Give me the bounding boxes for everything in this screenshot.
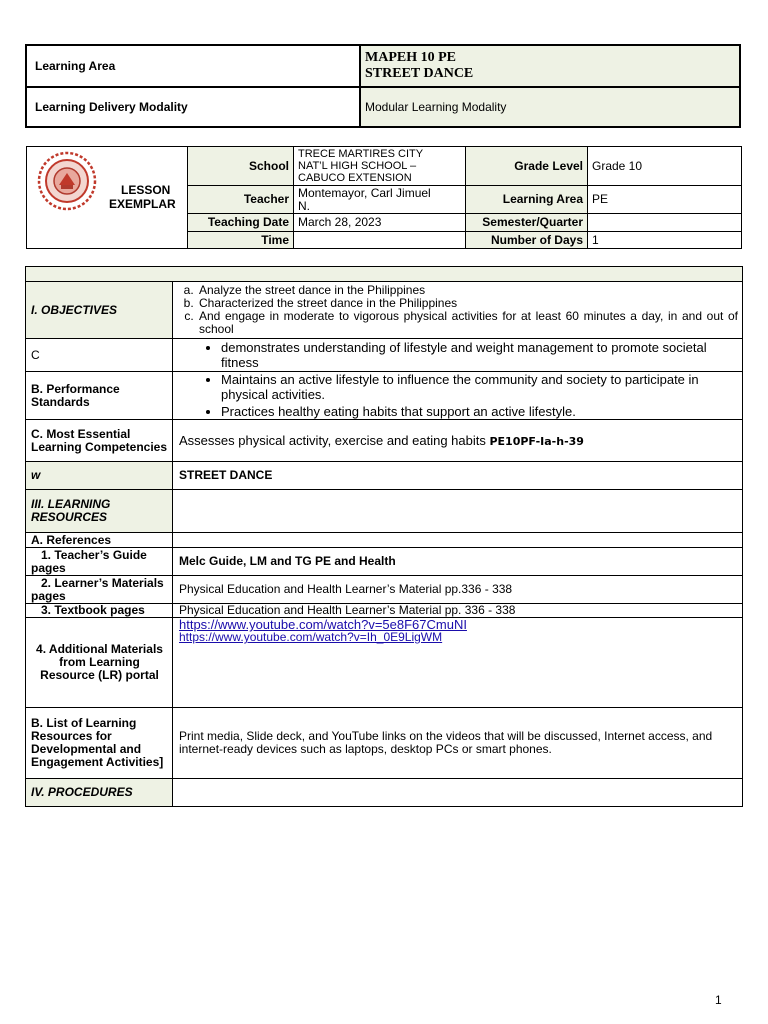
subject-line1: MAPEH 10 PE xyxy=(365,50,456,65)
list-label: B. List of Learning Resources for Developmental and Engagement Activities] xyxy=(26,708,173,779)
performance-cell xyxy=(173,372,743,420)
performance-item: • Maintains an active lifestyle to influence the community and society to participate in physical activities. xyxy=(221,372,738,402)
references-cell xyxy=(173,533,743,548)
melc-code: PE10PF-Ia-h-39 xyxy=(489,434,584,448)
grade-value: Grade 10 xyxy=(588,147,742,186)
content-value: STREET DANCE xyxy=(173,462,743,490)
references-label: A. References xyxy=(26,533,173,548)
additional-cell xyxy=(173,618,743,708)
objective-item: c. And engage in moderate to vigorous physical activities for at least 60 minutes a day, in and out of school xyxy=(197,310,738,336)
header-band xyxy=(26,267,743,282)
procedures-cell xyxy=(173,779,743,807)
melc-cell xyxy=(173,420,743,462)
performance-item: • Practices healthy eating habits that support an active lifestyle. xyxy=(221,404,738,419)
school-label: School xyxy=(188,147,294,186)
objective-item: b. Characterized the street dance in the Philippines xyxy=(197,297,738,310)
school-value: TRECE MARTIRES CITY NAT’L HIGH SCHOOL – CABUCO EXTENSION xyxy=(294,147,466,186)
modality-label: Learning Delivery Modality xyxy=(26,87,360,127)
grade-label: Grade Level xyxy=(466,147,588,186)
days-value: 1 xyxy=(588,232,742,249)
date-label: Teaching Date xyxy=(188,214,294,232)
semester-label: Semester/Quarter xyxy=(466,214,588,232)
days-label: Number of Days xyxy=(466,232,588,249)
additional-label: 4. Additional Materials from Learning Resource (LR) portal xyxy=(26,618,173,708)
subject-cell xyxy=(360,45,740,87)
lesson-title: LESSON EXEMPLAR xyxy=(109,183,176,211)
melc-label: C. Most Essential Learning Competencies xyxy=(26,420,173,462)
tg-value: Melc Guide, LM and TG PE and Health xyxy=(173,548,743,576)
teacher-label: Teacher xyxy=(188,186,294,214)
modality-value: Modular Learning Modality xyxy=(360,87,740,127)
deped-seal-icon xyxy=(37,151,97,211)
date-value: March 28, 2023 xyxy=(294,214,466,232)
performance-label: B. Performance Standards xyxy=(26,372,173,420)
procedures-label: IV. PROCEDURES xyxy=(26,779,173,807)
content-label: w xyxy=(26,462,173,490)
tb-label: 3. Textbook pages xyxy=(26,604,173,618)
info-table xyxy=(26,146,742,249)
objectives-list xyxy=(177,284,738,336)
objectives-cell xyxy=(173,282,743,339)
tg-label: 1. Teacher’s Guide pages xyxy=(26,548,173,576)
subject-line2: STREET DANCE xyxy=(365,66,474,81)
teacher-value: Montemayor, Carl Jimuel N. xyxy=(294,186,466,214)
lm-label: 2. Learner’s Materials pages xyxy=(26,576,173,604)
tb-value: Physical Education and Health Learner’s Material pp. 336 - 338 xyxy=(173,604,743,618)
plan-table xyxy=(25,266,743,807)
learning-area-label: Learning Area xyxy=(26,45,360,87)
objective-item: a. Analyze the street dance in the Philippines xyxy=(197,284,738,297)
content-standard-item: • demonstrates understanding of lifestyle and weight management to promote societal fitness xyxy=(221,340,738,370)
youtube-link-2[interactable]: https://www.youtube.com/watch?v=Ih_0E9LigWM xyxy=(179,630,443,644)
resources-cell xyxy=(173,490,743,533)
content-standard-label: C xyxy=(26,339,173,372)
lm-value: Physical Education and Health Learner’s Material pp.336 - 338 xyxy=(173,576,743,604)
area-value: PE xyxy=(588,186,742,214)
area-label: Learning Area xyxy=(466,186,588,214)
content-standard-cell xyxy=(173,339,743,372)
time-label: Time xyxy=(188,232,294,249)
resources-label: III. LEARNING RESOURCES xyxy=(26,490,173,533)
header-table xyxy=(25,44,741,128)
time-value xyxy=(294,232,466,249)
youtube-link-1[interactable]: https://www.youtube.com/watch?v=5e8F67CmuNI xyxy=(179,617,467,632)
semester-value xyxy=(588,214,742,232)
list-value: Print media, Slide deck, and YouTube links on the videos that will be discussed, Internet access, and internet-ready devices such as laptops, desktop PCs or smart phones. xyxy=(173,708,743,779)
lesson-cell xyxy=(27,147,188,249)
melc-text: Assesses physical activity, exercise and eating habits xyxy=(179,432,490,448)
page-number: 1 xyxy=(715,993,722,1007)
objectives-label: I. OBJECTIVES xyxy=(26,282,173,339)
